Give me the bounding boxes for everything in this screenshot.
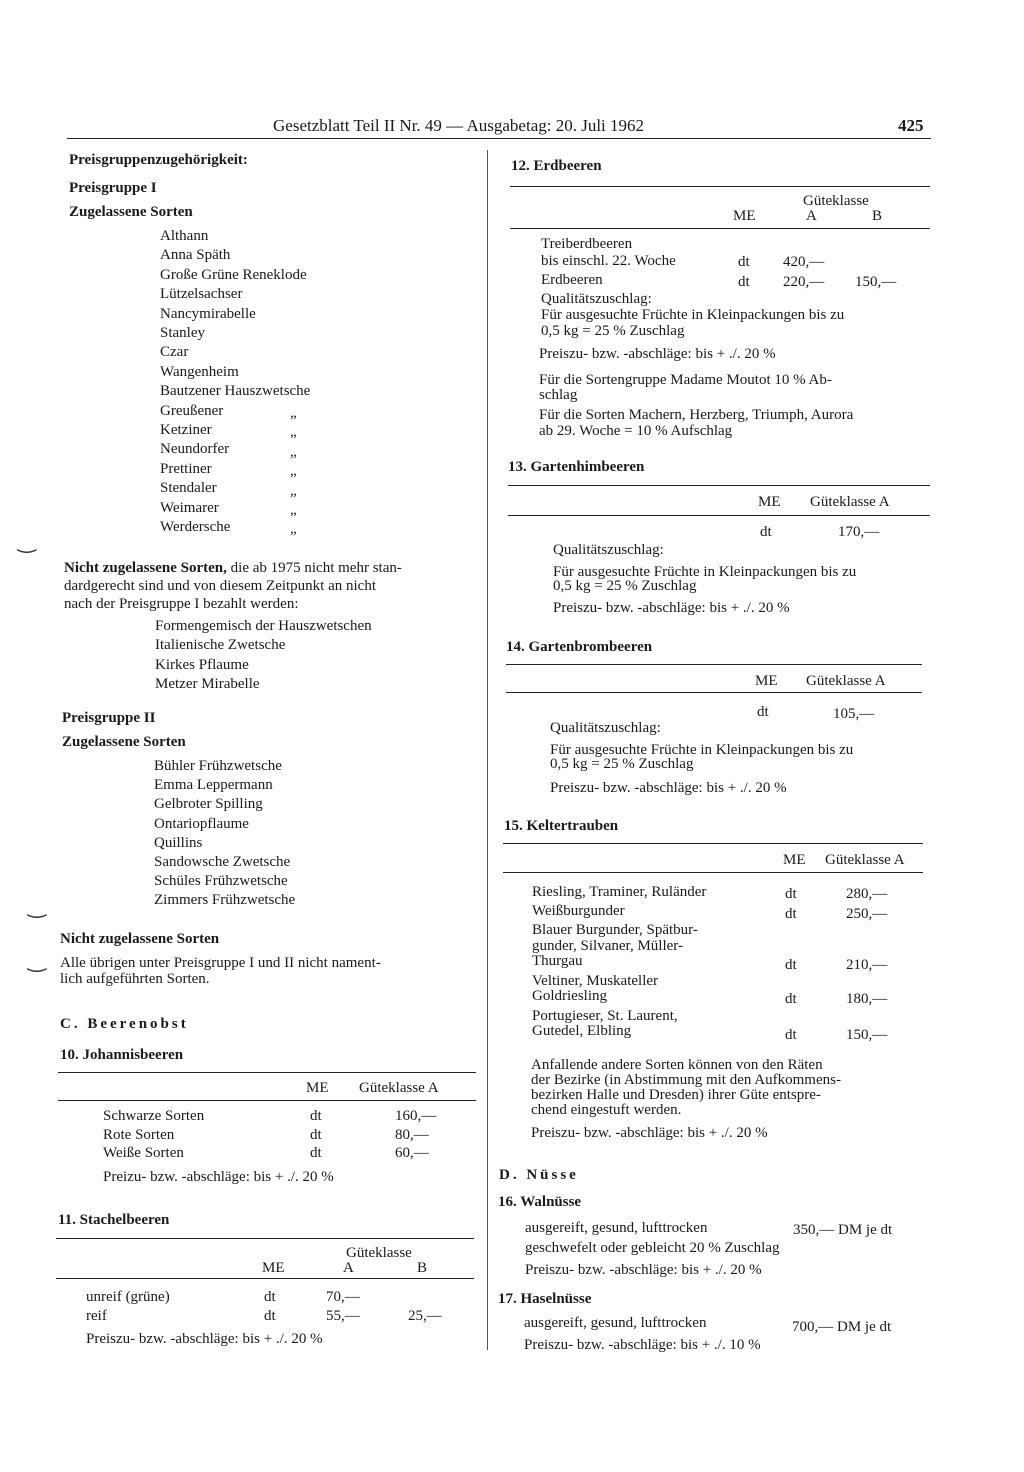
cell-a: 70,—: [326, 1289, 360, 1305]
s11-note: Preiszu- bzw. -abschläge: bis + ./. 20 %: [86, 1331, 323, 1347]
list-item: Quillins: [154, 834, 203, 851]
s12-row1-line2: bis einschl. 22. Woche: [541, 253, 676, 269]
list-item: Italienische Zwetsche: [155, 637, 286, 654]
s15-para-line4: chend eingestuft werden.: [531, 1102, 682, 1118]
list-item: Bühler Frühzwetsche: [154, 758, 282, 774]
section-c-heading: C. Beerenobst: [60, 1016, 189, 1032]
s15-r2-me: dt: [785, 906, 797, 922]
s12-row1-me: dt: [738, 254, 750, 270]
table-rule: [503, 843, 923, 844]
list-item: Bautzener Hauszwetsche: [160, 383, 311, 400]
ditto-mark: „: [290, 521, 297, 538]
ditto-mark: „: [290, 502, 297, 519]
cell-name: Rote Sorten: [103, 1127, 175, 1143]
ditto-marks: [290, 404, 297, 540]
table-rule: [506, 692, 922, 693]
group1-nicht-line2: dardgerecht sind und von diesem Zeitpunkt an nicht: [64, 578, 377, 594]
s13-q-line2: 0,5 kg = 25 % Zuschlag: [553, 578, 697, 594]
table-rule: [58, 1100, 476, 1101]
s15-r3-a: 210,—: [846, 957, 888, 973]
table-row: [103, 1107, 437, 1126]
list-item: Stendaler: [160, 480, 217, 497]
group2-zugelassen: Zugelassene Sorten: [62, 734, 186, 750]
list-item: Weimarer: [160, 499, 219, 516]
s15-r4-a: 180,—: [846, 991, 888, 1007]
column-header-me: ME: [306, 1080, 329, 1096]
group1-nicht-rest: die ab 1975 nicht mehr stan-: [230, 560, 402, 576]
s15-r2-name: Weißburgunder: [532, 903, 625, 919]
group2-title: Preisgruppe II: [62, 710, 156, 726]
s13-a: 170,—: [838, 524, 880, 540]
list-item: Ketziner: [160, 422, 212, 439]
s12-q-line1: Für ausgesuchte Früchte in Kleinpackungen bis zu: [541, 307, 845, 323]
section-heading: Preisgruppenzugehörigkeit:: [69, 152, 248, 168]
group1-nicht-line1: [64, 559, 402, 578]
column-header-gk: Güteklasse A: [806, 673, 886, 689]
list-item: Wangenheim: [160, 363, 239, 380]
s12-machern-line1: Für die Sorten Machern, Herzberg, Triumph, Aurora: [539, 407, 854, 423]
s12-madame-line1: Für die Sortengruppe Madame Moutot 10 % Ab-: [539, 372, 832, 388]
s15-r4-line1: Veltiner, Muskateller: [532, 973, 659, 989]
s13-q-title: Qualitätszuschlag:: [553, 542, 664, 558]
group1-nicht-line3: nach der Preisgruppe I bezahlt werden:: [64, 596, 299, 612]
s14-note: Preiszu- bzw. -abschläge: bis + ./. 20 %: [550, 780, 787, 796]
s14-title: 14. Gartenbrombeeren: [506, 639, 653, 655]
cell-me: dt: [310, 1127, 322, 1143]
s14-me: dt: [757, 704, 769, 720]
s16-note: Preiszu- bzw. -abschläge: bis + ./. 20 %: [525, 1262, 762, 1278]
section-d-heading: D. Nüsse: [499, 1167, 579, 1183]
s16-line2: geschwefelt oder gebleicht 20 % Zuschlag: [525, 1240, 780, 1256]
list-item: Althann: [160, 228, 209, 244]
table-row: [103, 1126, 433, 1145]
cell-name: unreif (grüne): [86, 1289, 170, 1305]
column-header-me: ME: [262, 1260, 285, 1276]
variety-list-2: [154, 757, 295, 911]
s12-row2-a: 220,—: [783, 274, 825, 290]
s15-para-line2: der Bezirke (in Abstimmung mit den Aufkommens-: [531, 1072, 841, 1088]
group1-title: Preisgruppe I: [69, 180, 157, 196]
list-item: Gelbroter Spilling: [154, 796, 263, 813]
group1-zugelassen: Zugelassene Sorten: [69, 204, 193, 220]
s12-row2-me: dt: [738, 274, 750, 290]
group2-nicht-line1: Alle übrigen unter Preisgruppe I und II nicht nament-: [60, 955, 381, 971]
running-header: Gesetzblatt Teil II Nr. 49 — Ausgabetag: 20. Juli 1962: [273, 116, 645, 135]
header-rule: [67, 138, 931, 139]
column-header-gk: Güteklasse A: [825, 852, 905, 868]
group2-nicht-title: Nicht zugelassene Sorten: [60, 931, 220, 947]
column-header-me: ME: [733, 208, 756, 224]
s14-a: 105,—: [833, 706, 875, 722]
list-item: Formengemisch der Hauszwetschen: [155, 618, 372, 634]
column-header-gk: Güteklasse: [803, 193, 869, 209]
s15-r1-me: dt: [785, 886, 797, 902]
cell-me: dt: [310, 1145, 322, 1161]
page-number: 425: [898, 116, 924, 135]
table-rule: [56, 1238, 474, 1239]
s14-q-line1: Für ausgesuchte Früchte in Kleinpackungen bis zu: [550, 742, 854, 758]
variety-list: [160, 227, 310, 538]
table-rule: [508, 515, 930, 516]
s15-r5-me: dt: [785, 1027, 797, 1043]
cell-name: Weiße Sorten: [103, 1145, 184, 1161]
column-header-me: ME: [755, 673, 778, 689]
s17-note: Preiszu- bzw. -abschläge: bis + ./. 10 %: [524, 1337, 761, 1353]
list-item: Anna Späth: [160, 247, 231, 264]
cell-name: Schwarze Sorten: [103, 1108, 205, 1124]
s12-row2-b: 150,—: [855, 274, 897, 290]
column-header-me: ME: [758, 494, 781, 510]
ditto-mark: „: [290, 463, 297, 480]
s14-q-title: Qualitätszuschlag:: [550, 720, 661, 736]
table-rule: [58, 1072, 476, 1073]
ditto-mark: „: [290, 443, 297, 460]
cell-b: 25,—: [408, 1308, 442, 1324]
s15-r3-line1: Blauer Burgunder, Spätbur-: [532, 922, 698, 938]
cell-name: reif: [86, 1308, 107, 1324]
s16-title: 16. Walnüsse: [498, 1194, 582, 1210]
s12-q-line2: 0,5 kg = 25 % Zuschlag: [541, 323, 685, 339]
s15-r5-line2: Gutedel, Elbling: [532, 1023, 632, 1039]
s15-note: Preiszu- bzw. -abschläge: bis + ./. 20 %: [531, 1125, 768, 1141]
s16-line1-price: 350,— DM je dt: [793, 1222, 893, 1238]
s10-title: 10. Johannisbeeren: [60, 1047, 184, 1063]
column-header-gk: Güteklasse A: [359, 1080, 439, 1096]
cell-a: 55,—: [326, 1308, 360, 1324]
list-item: Metzer Mirabelle: [155, 676, 260, 693]
list-item: Zimmers Frühzwetsche: [154, 892, 296, 909]
s14-q-line2: 0,5 kg = 25 % Zuschlag: [550, 756, 694, 772]
table-row: [103, 1144, 433, 1163]
column-header-gk: Güteklasse: [346, 1245, 412, 1261]
column-header-gk: Güteklasse A: [810, 494, 890, 510]
table-rule: [510, 228, 930, 229]
s12-title: 12. Erdbeeren: [511, 158, 602, 174]
s12-row2-name: Erdbeeren: [541, 272, 603, 288]
column-header-a: A: [343, 1260, 354, 1276]
list-item: Emma Leppermann: [154, 777, 273, 794]
s12-machern-line2: ab 29. Woche = 10 % Aufschlag: [539, 423, 733, 439]
s15-r3-me: dt: [785, 957, 797, 973]
list-item: Sandowsche Zwetsche: [154, 854, 291, 871]
list-item: Neundorfer: [160, 441, 230, 458]
margin-mark: ‿: [28, 947, 46, 972]
list-item: Schüles Frühzwetsche: [154, 873, 288, 890]
s15-para-line3: bezirken Halle und Dresden) ihrer Güte entspre-: [531, 1087, 821, 1103]
cell-a: 160,—: [395, 1108, 437, 1124]
s15-para-line1: Anfallende andere Sorten können von den Räten: [531, 1057, 823, 1073]
list-item: Czar: [160, 344, 189, 361]
s15-r2-a: 250,—: [846, 906, 888, 922]
s15-r3-line3: Thurgau: [532, 953, 583, 969]
s15-r5-a: 150,—: [846, 1027, 888, 1043]
s13-q-line1: Für ausgesuchte Früchte in Kleinpackungen bis zu: [553, 564, 857, 580]
column-header-b: B: [872, 208, 883, 224]
s17-line1: ausgereift, gesund, lufttrocken: [524, 1315, 707, 1331]
s15-r5-line1: Portugieser, St. Laurent,: [532, 1008, 678, 1024]
s10-note: Preizu- bzw. -abschläge: bis + ./. 20 %: [103, 1169, 334, 1185]
cell-a: 60,—: [395, 1145, 429, 1161]
s15-r4-me: dt: [785, 991, 797, 1007]
margin-mark: ‿: [18, 528, 36, 553]
excluded-variety-list: [155, 617, 372, 695]
s13-title: 13. Gartenhimbeeren: [508, 459, 645, 475]
list-item: Lützelsachser: [160, 286, 243, 303]
table-rule: [510, 186, 930, 187]
s15-r1-a: 280,—: [846, 886, 888, 902]
list-item: Nancymirabelle: [160, 305, 256, 322]
cell-me: dt: [264, 1308, 276, 1324]
s11-title: 11. Stachelbeeren: [58, 1212, 170, 1228]
list-item: Große Grüne Reneklode: [160, 266, 307, 283]
ditto-mark: „: [290, 405, 297, 421]
s15-r3-line2: gunder, Silvaner, Müller-: [532, 938, 683, 954]
cell-me: dt: [310, 1108, 322, 1124]
column-header-a: A: [806, 208, 817, 224]
s12-madame-line2: schlag: [539, 387, 578, 403]
column-header-b: B: [417, 1260, 428, 1276]
s17-line1-price: 700,— DM je dt: [792, 1319, 892, 1335]
s12-note: Preiszu- bzw. -abschläge: bis + ./. 20 %: [539, 346, 776, 362]
s16-line1: ausgereift, gesund, lufttrocken: [525, 1220, 708, 1236]
s13-note: Preiszu- bzw. -abschläge: bis + ./. 20 %: [553, 600, 790, 616]
s17-title: 17. Haselnüsse: [498, 1291, 592, 1307]
group1-nicht-lead: Nicht zugelassene Sorten,: [64, 560, 227, 576]
cell-me: dt: [264, 1289, 276, 1305]
s12-row1-a: 420,—: [783, 254, 825, 270]
s13-me: dt: [760, 524, 772, 540]
s15-title: 15. Keltertrauben: [504, 818, 619, 834]
column-divider: [487, 150, 488, 1350]
s15-r4-line2: Goldriesling: [532, 988, 607, 1004]
table-row: [86, 1307, 446, 1326]
table-rule: [56, 1278, 474, 1279]
ditto-mark: „: [290, 482, 297, 499]
table-rule: [503, 872, 923, 873]
cell-a: 80,—: [395, 1127, 429, 1143]
s12-row1-line1: Treiberdbeeren: [541, 236, 633, 252]
s15-r1-name: Riesling, Traminer, Ruländer: [532, 884, 707, 900]
list-item: Ontariopflaume: [154, 815, 249, 832]
group2-nicht-line2: lich aufgeführten Sorten.: [60, 971, 210, 987]
list-item: Stanley: [160, 325, 205, 342]
list-item: Greußener: [160, 402, 224, 419]
ditto-mark: „: [290, 424, 297, 441]
s12-q-title: Qualitätszuschlag:: [541, 291, 652, 307]
table-row: [86, 1288, 446, 1307]
column-header-me: ME: [783, 852, 806, 868]
table-rule: [506, 664, 922, 665]
margin-mark: ‿: [28, 893, 46, 918]
table-rule: [508, 485, 930, 486]
list-item: Kirkes Pflaume: [155, 656, 249, 673]
list-item: Werdersche: [160, 519, 231, 536]
list-item: Prettiner: [160, 460, 212, 477]
